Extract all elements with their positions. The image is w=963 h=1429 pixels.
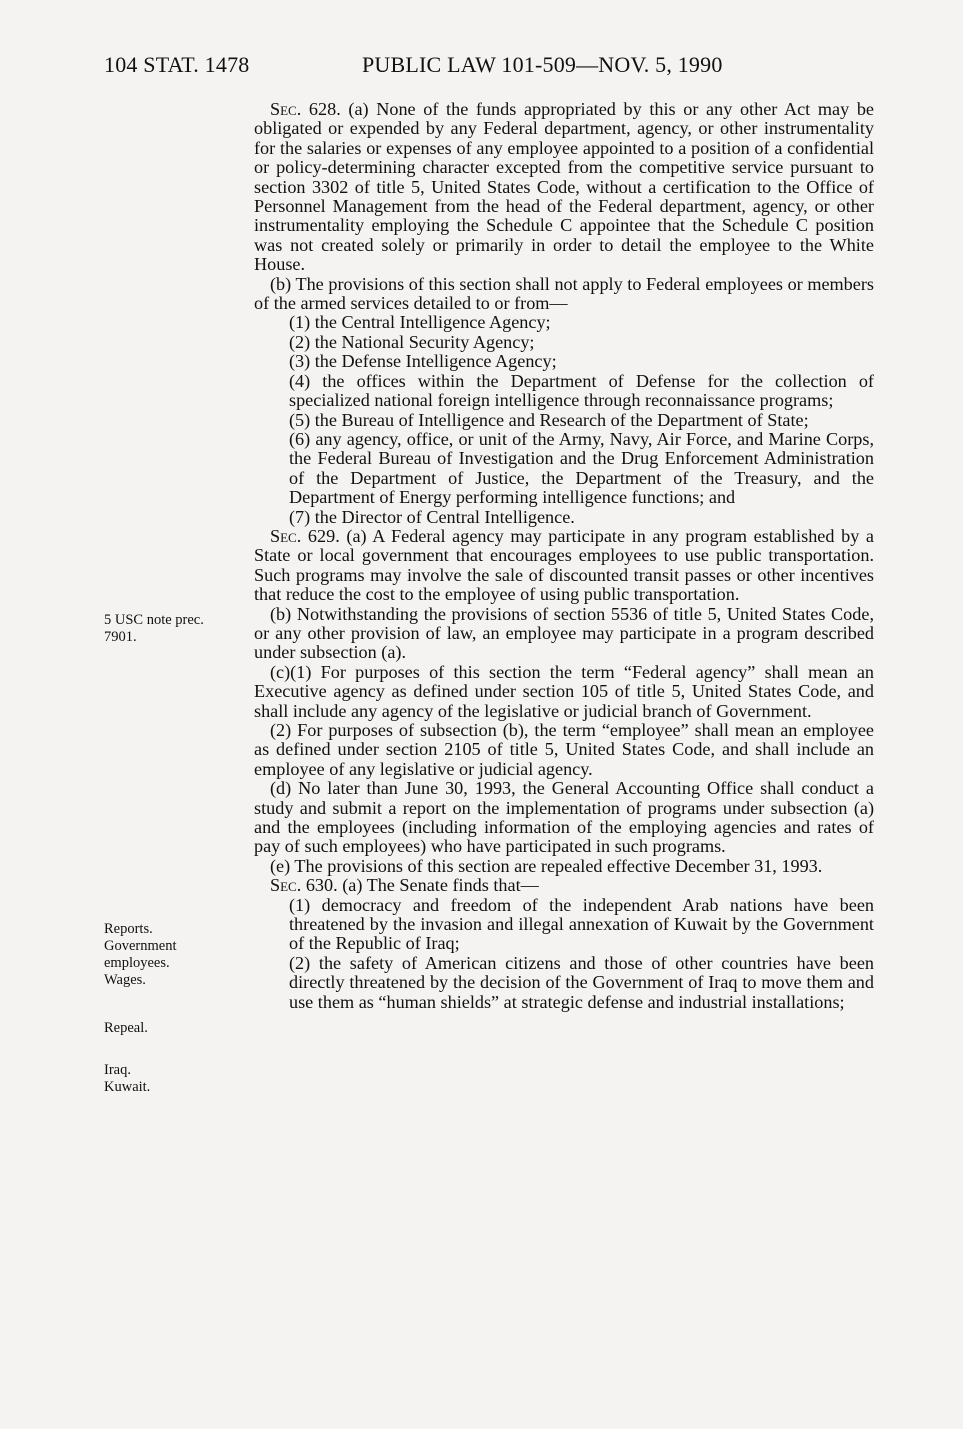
section-label: Sec. bbox=[270, 875, 302, 896]
margin-note-usc: 5 USC note prec. 7901. bbox=[104, 612, 204, 645]
stat-page-reference: 104 STAT. 1478 bbox=[104, 52, 250, 77]
list-item: (4) the offices within the Department of Defense for the collection of specialized national foreign intelligence through reconnaissance programs; bbox=[289, 370, 874, 411]
sec630-subsection-a: Sec. 630. (a) The Senate finds that— bbox=[270, 875, 539, 896]
list-item: (2) the National Security Agency; bbox=[289, 331, 535, 352]
margin-note-iraq: Iraq. Kuwait. bbox=[104, 1062, 151, 1095]
list-item: (1) the Central Intelligence Agency; bbox=[289, 312, 551, 333]
sec629-subsection-c1: (c)(1) For purposes of this section the term “Federal agency” shall mean an Executive agency as defined under section 105 of title 5, United States Code, and shall include any agency of the legislative or judicial branch of Government. bbox=[254, 661, 874, 721]
sec628-subsection-b: (b) The provisions of this section shall not apply to Federal employees or members of the armed services detailed to or from— bbox=[254, 273, 874, 314]
sec629-subsection-e: (e) The provisions of this section are repealed effective December 31, 1993. bbox=[270, 855, 823, 876]
sec628-subsection-a: Sec. 628. (a) None of the funds appropriated by this or any other Act may be obligated or expended by any Federal department, agency, or other instrumentality for the salaries or expenses of any employee appointed to a position of a confidential or policy-determining character excepted from the competitive service pursuant to section 3302 of title 5, United States Code, without a certification to the Office of Personnel Management from the head of the Federal department, agency, or other instrumentality employing the Schedule C appointee that the Schedule C position was not created solely or primarily in order to detail the employee to the White House. bbox=[254, 99, 874, 275]
sec629-subsection-c2: (2) For purposes of subsection (b), the term “employee” shall mean an employee as defined under section 2105 of title 5, United States Code, and shall include an employee of any legislative or judicial agency. bbox=[254, 720, 874, 779]
list-item: (2) the safety of American citizens and those of other countries have been directly threatened by the decision of the Government of Iraq to move them and use them as “human shields” at strategic defense and industrial installations; bbox=[289, 952, 874, 1012]
list-item: (6) any agency, office, or unit of the Army, Navy, Air Force, and Marine Corps, the Federal Bureau of Investigation and the Drug Enforcement Administration of the Department of Justice, the Department of the Treasury, and the Department of Energy performing intelligence functions; and bbox=[289, 428, 874, 508]
list-item: (1) democracy and freedom of the independent Arab nations have been threatened by the invasion and illegal annexation of Kuwait by the Government of the Republic of Iraq; bbox=[289, 894, 874, 954]
sec629-subsection-d: (d) No later than June 30, 1993, the General Accounting Office shall conduct a study and submit a report on the implementation of programs under subsection (a) and the employees (including information of the employing agencies and rates of pay of such employees) who have participated in such programs. bbox=[254, 778, 874, 857]
margin-note-repeal: Repeal. bbox=[104, 1020, 148, 1036]
sec629-subsection-a: Sec. 629. (a) A Federal agency may participate in any program established by a State or local government that encourages employees to use public transportation. Such programs may involve the sale of discounted transit passes or other incentives that reduce the cost to the employee of using public transportation. bbox=[254, 525, 874, 605]
running-title: PUBLIC LAW 101-509—NOV. 5, 1990 bbox=[362, 52, 723, 77]
sec629-subsection-b: (b) Notwithstanding the provisions of section 5536 of title 5, United States Code, or any other provision of law, an employee may participate in a program described under subsection (a). bbox=[254, 603, 874, 663]
list-item: (7) the Director of Central Intelligence. bbox=[289, 506, 575, 527]
section-label: Sec. bbox=[270, 525, 302, 546]
page-header bbox=[104, 52, 723, 78]
margin-note-reports: Reports. Government employees. Wages. bbox=[104, 921, 177, 988]
list-item: (3) the Defense Intelligence Agency; bbox=[289, 351, 557, 372]
list-item: (5) the Bureau of Intelligence and Research of the Department of State; bbox=[289, 409, 809, 430]
section-label: Sec. bbox=[270, 99, 302, 119]
law-text bbox=[254, 100, 874, 1012]
